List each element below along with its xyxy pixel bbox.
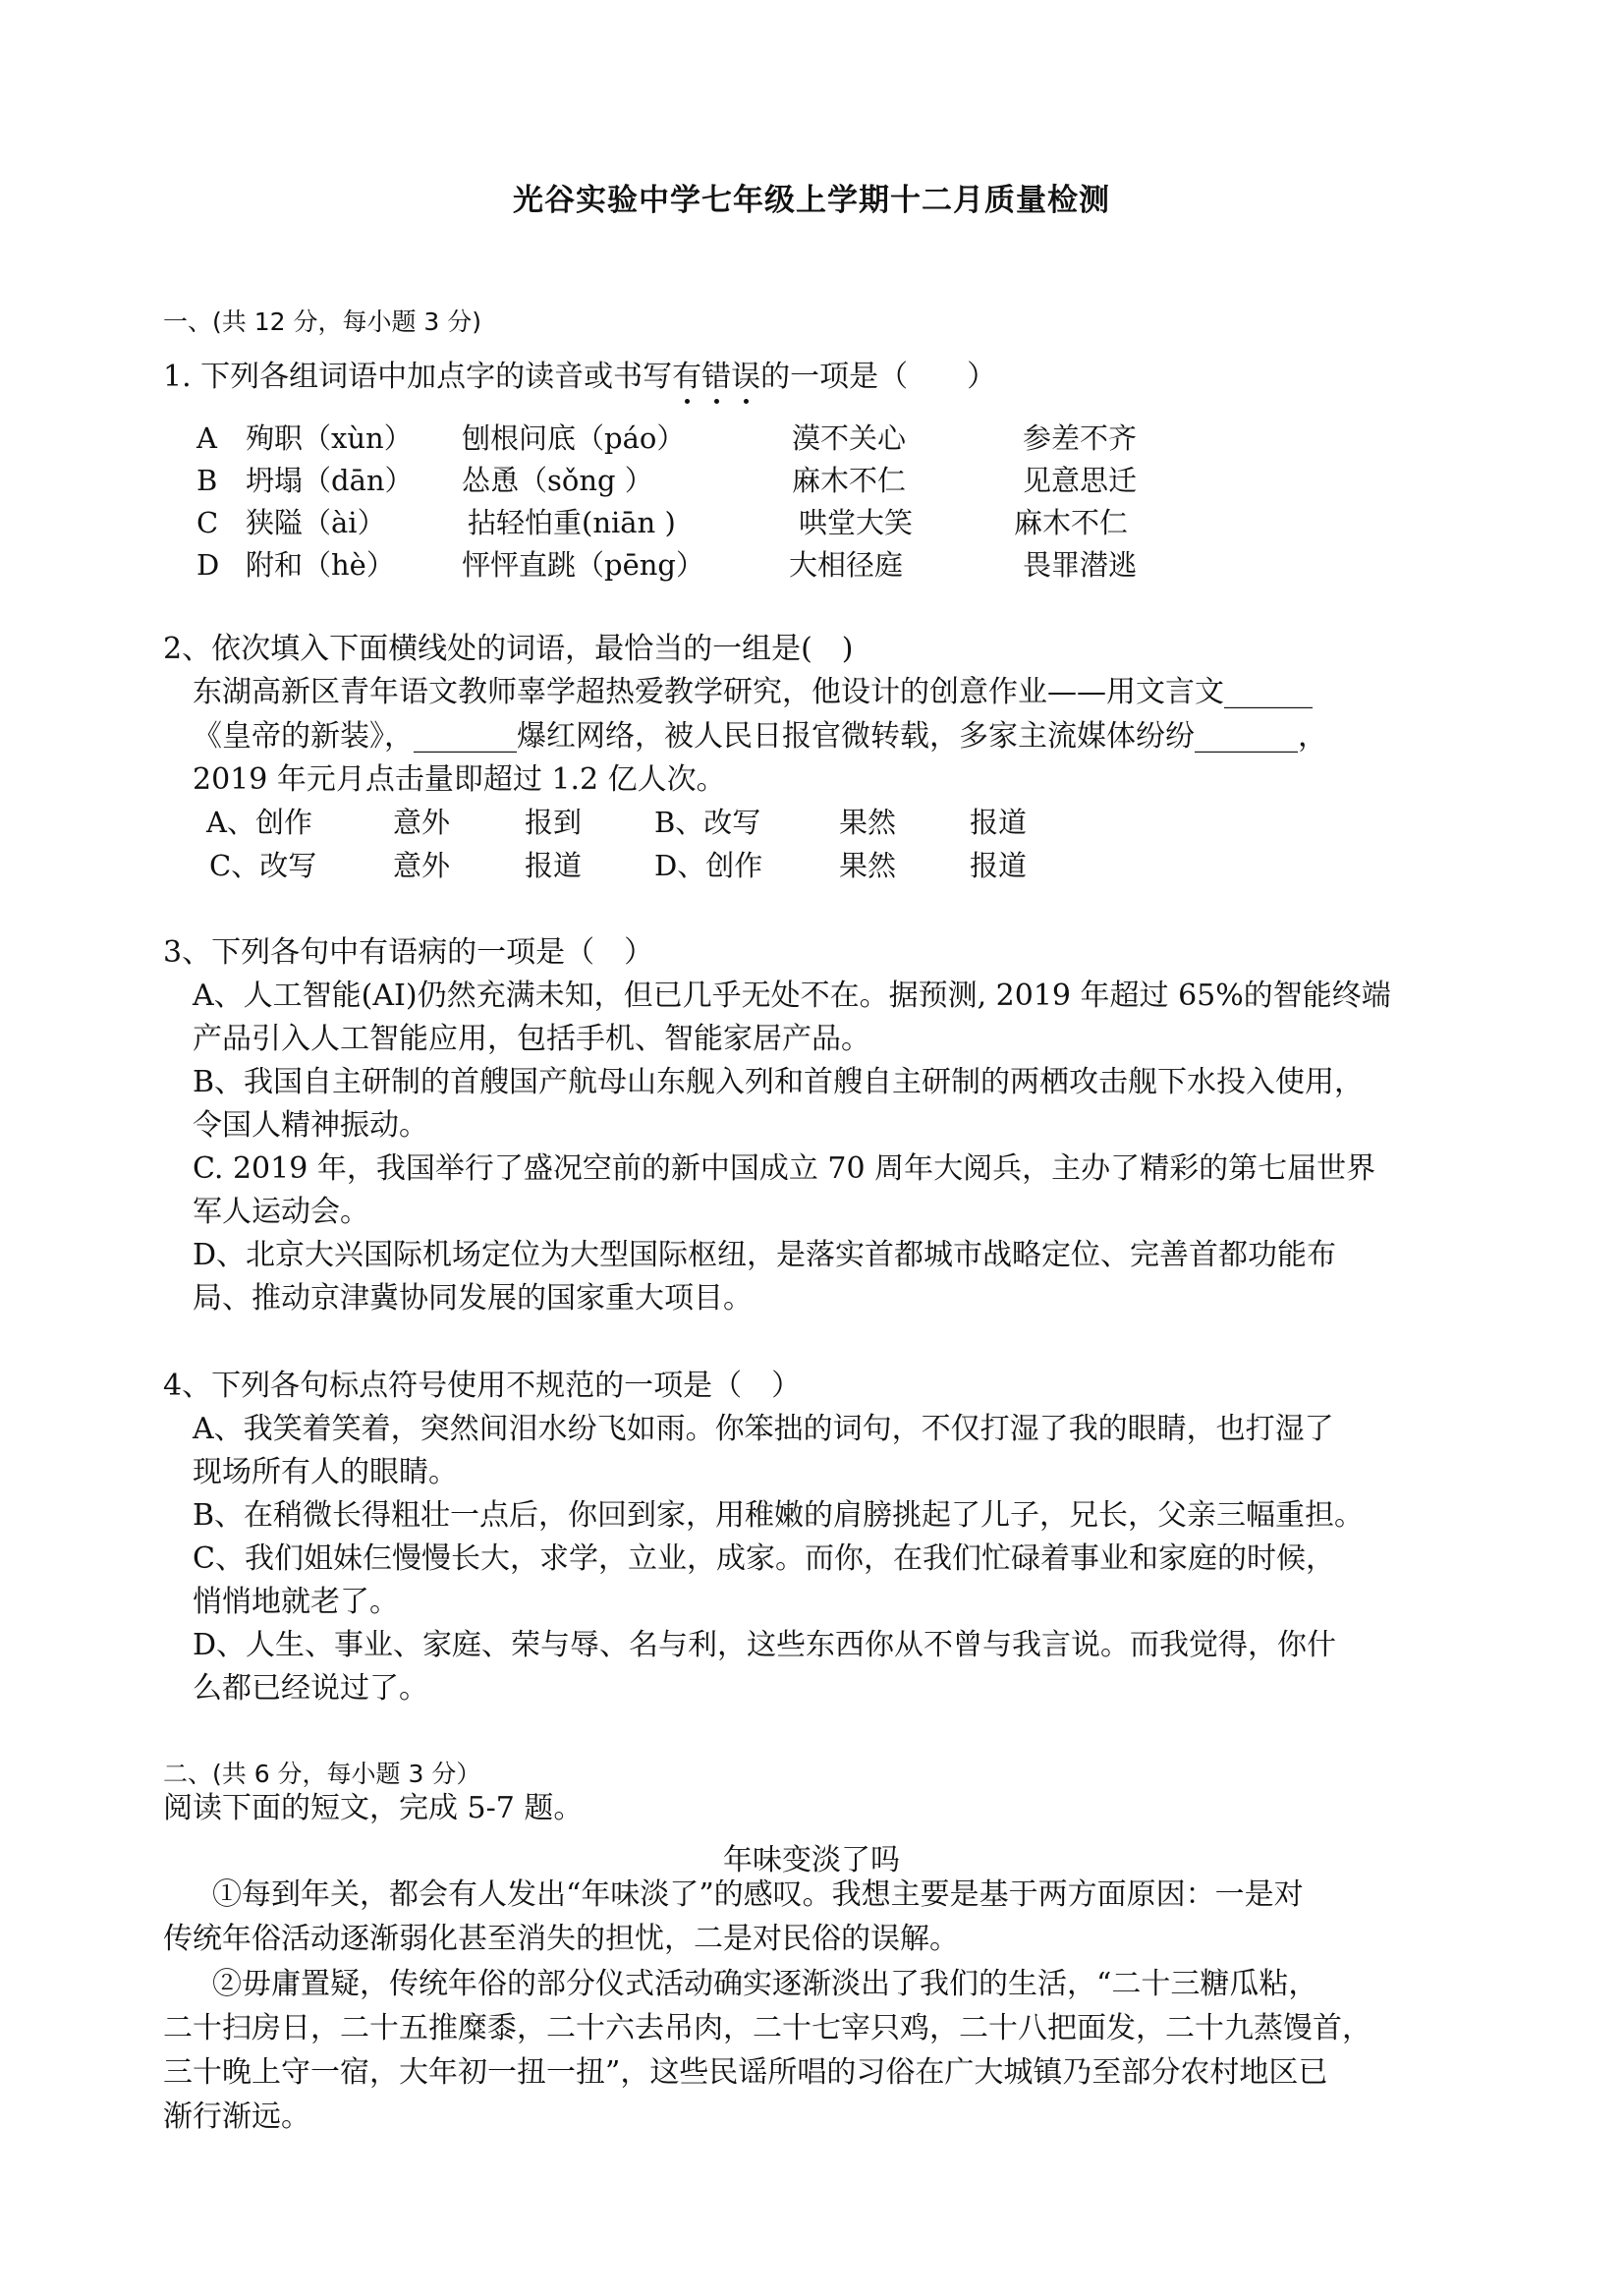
question-4-stem: 4、下列各句标点符号使用不规范的一项是（ ） xyxy=(163,1369,802,1403)
q4-line: A、我笑着笑着，突然间泪水纷飞如雨。你笨拙的词句，不仅打湿了我的眼睛，也打湿了 xyxy=(193,1412,1334,1446)
q4-line: D、人生、事业、家庭、荣与辱、名与利，这些东西你从不曾与我言说。而我觉得，你什 xyxy=(193,1628,1337,1662)
q2-option-a-word: 意外 xyxy=(393,806,451,839)
q1-option-letter: D xyxy=(196,548,220,582)
q1-option-letter: A xyxy=(196,421,217,455)
q3-line: B、我国自主研制的首艘国产航母山东舰入列和首艘自主研制的两栖攻击舰下水投入使用， xyxy=(193,1065,1365,1099)
q1-option-cell: 参差不齐 xyxy=(1023,421,1138,455)
article-line: ①每到年关，都会有人发出“年味淡了”的感叹。我想主要是基于两方面原因：一是对 xyxy=(212,1877,1304,1912)
q1-option-cell: 畏罪潜逃 xyxy=(1023,548,1138,582)
article-line: 渐行渐远。 xyxy=(163,2100,310,2134)
q1-option-cell: 麻木不仁 xyxy=(792,464,907,497)
q4-line: C、我们姐妹仨慢慢长大，求学，立业，成家。而你，在我们忙碌着事业和家庭的时候， xyxy=(193,1541,1335,1576)
q2-option-b: B、改写 xyxy=(654,806,761,839)
q2-option-d: D、创作 xyxy=(654,849,763,882)
q3-line: 局、推动京津冀协同发展的国家重大项目。 xyxy=(193,1281,753,1316)
q3-line: 产品引入人工智能应用，包括手机、智能家居产品。 xyxy=(193,1022,870,1056)
q1-option-cell: 殉职（xùn） xyxy=(246,421,413,455)
page-title: 光谷实验中学七年级上学期十二月质量检测 xyxy=(513,183,1110,218)
q1-option-cell: 漠不关心 xyxy=(792,421,907,455)
q1-option-cell: 坍塌（dān） xyxy=(246,464,414,497)
q1-dotted-char: 有 xyxy=(672,360,702,394)
q2-passage-line: 东湖高新区青年语文教师辜学超热爱教学研究，他设计的创意作业——用文言文______ xyxy=(193,675,1313,709)
q2-option-d-word: 果然 xyxy=(839,849,897,882)
q3-line: 令国人精神振动。 xyxy=(193,1108,428,1143)
q1-option-cell: 附和（hè） xyxy=(246,548,395,582)
article-line: 传统年俗活动逐渐弱化甚至消失的担忧，二是对民俗的误解。 xyxy=(163,1922,959,1956)
q1-option-cell: 见意思迁 xyxy=(1023,464,1138,497)
q2-option-c-word: 报道 xyxy=(525,849,583,882)
article-title: 年味变淡了吗 xyxy=(723,1843,900,1877)
q2-option-a-word: 报到 xyxy=(525,806,583,839)
q1-option-letter: B xyxy=(196,464,218,497)
q4-line: 悄悄地就老了。 xyxy=(193,1585,399,1619)
q2-passage-line: 2019 年元月点击量即超过 1.2 亿人次。 xyxy=(193,762,726,797)
q1-stem-part: 1. 下列各组词语中加点字的读音或书写 xyxy=(163,360,673,394)
q1-option-cell: 哄堂大笑 xyxy=(799,506,914,539)
q4-line: B、在稍微长得粗壮一点后，你回到家，用稚嫩的肩膀挑起了儿子，兄长，父亲三幅重担。 xyxy=(193,1498,1365,1533)
q3-line: C. 2019 年，我国举行了盛况空前的新中国成立 70 周年大阅兵，主办了精彩的第七届世界 xyxy=(193,1151,1376,1186)
section-1-header: 一、(共 12 分，每小题 3 分) xyxy=(163,308,482,336)
q3-line: 军人运动会。 xyxy=(193,1195,369,1229)
q2-option-c-word: 意外 xyxy=(393,849,451,882)
reading-intro: 阅读下面的短文，完成 5-7 题。 xyxy=(163,1791,584,1825)
q1-option-cell: 拈轻怕重(niān ) xyxy=(468,506,676,539)
q1-option-cell: 怦怦直跳（pēng） xyxy=(462,548,704,582)
q1-option-cell: 刨根问底（páo） xyxy=(462,421,686,455)
q2-option-b-word: 报道 xyxy=(970,806,1028,839)
q1-option-cell: 大相径庭 xyxy=(789,548,904,582)
q1-stem-part: 的一项是（ ） xyxy=(760,360,997,394)
q1-option-cell: 怂恿（sǒng ） xyxy=(462,464,653,497)
q1-option-letter: C xyxy=(196,506,219,539)
article-line: 二十扫房日，二十五推糜黍，二十六去吊肉，二十七宰只鸡，二十八把面发，二十九蒸馒首， xyxy=(163,2011,1371,2045)
question-1-stem xyxy=(163,360,997,394)
q1-option-cell: 麻木不仁 xyxy=(1014,506,1129,539)
q4-line: 么都已经说过了。 xyxy=(193,1671,428,1706)
q2-option-b-word: 果然 xyxy=(839,806,897,839)
q4-line: 现场所有人的眼睛。 xyxy=(193,1455,458,1489)
q2-passage-line: 《皇帝的新装》，_______爆红网络，被人民日报官微转载，多家主流媒体纷纷_______， xyxy=(193,719,1327,754)
q1-option-cell: 狭隘（ài） xyxy=(246,506,386,539)
q2-option-a: A、创作 xyxy=(206,806,312,839)
q2-option-c: C、改写 xyxy=(209,849,317,882)
question-3-stem: 3、下列各句中有语病的一项是（ ） xyxy=(163,935,654,970)
question-2-stem: 2、依次填入下面横线处的词语，最恰当的一组是( ) xyxy=(163,632,854,666)
section-2-header: 二、(共 6 分，每小题 3 分） xyxy=(163,1760,481,1788)
q3-line: A、人工智能(AI)仍然充满未知，但已几乎无处不在。据预测, 2019 年超过 65%的智能终端 xyxy=(193,979,1391,1013)
q2-option-d-word: 报道 xyxy=(970,849,1028,882)
q1-dotted-char: 错 xyxy=(701,360,732,394)
article-line: ②毋庸置疑，传统年俗的部分仪式活动确实逐渐淡出了我们的生活，“二十三糖瓜粘， xyxy=(212,1967,1318,2001)
q3-line: D、北京大兴国际机场定位为大型国际枢纽，是落实首都城市战略定位、完善首都功能布 xyxy=(193,1238,1337,1272)
q1-dotted-char: 误 xyxy=(731,360,761,394)
article-line: 三十晚上守一宿，大年初一扭一扭”，这些民谣所唱的习俗在广大城镇乃至部分农村地区已 xyxy=(163,2055,1328,2090)
